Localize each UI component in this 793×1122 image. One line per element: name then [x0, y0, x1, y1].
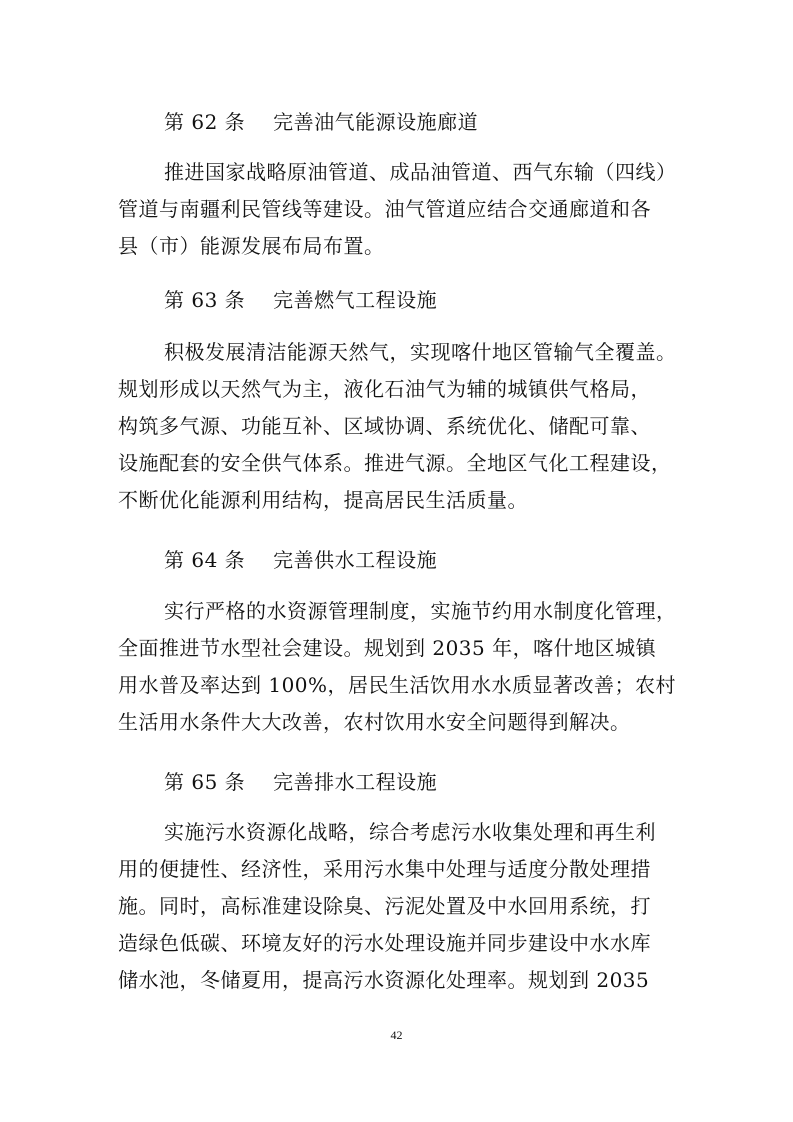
paragraph-line: 不断优化能源利用结构，提高居民生活质量。 [118, 488, 528, 512]
article-65-title: 完善排水工程设施 [273, 770, 438, 794]
article-62-heading [164, 110, 478, 134]
paragraph-line: 储水池，冬储夏用，提高污水资源化处理率。规划到 2035 [118, 968, 650, 992]
paragraph-line: 用的便捷性、经济性，采用污水集中处理与适度分散处理措 [118, 857, 651, 881]
article-63-body [118, 334, 678, 519]
page-number: 42 [390, 1028, 403, 1042]
article-62-number: 第 62 条 [164, 110, 246, 134]
article-65-body [118, 814, 678, 999]
article-63-title: 完善燃气工程设施 [273, 288, 438, 312]
paragraph-line: 设施配套的安全供气体系。推进气源。全地区气化工程建设， [118, 451, 672, 475]
paragraph-line: 积极发展清洁能源天然气，实现喀什地区管输气全覆盖。 [164, 340, 677, 364]
article-62-title: 完善油气能源设施廊道 [273, 110, 479, 134]
article-64-heading [164, 548, 437, 572]
paragraph-line: 用水普及率达到 100%，居民生活饮用水水质显著改善；农村 [118, 673, 677, 697]
paragraph-line: 全面推进节水型社会建设。规划到 2035 年，喀什地区城镇 [118, 636, 657, 660]
paragraph-line: 造绿色低碳、环境友好的污水处理设施并同步建设中水水库 [118, 931, 651, 955]
article-63-heading [164, 288, 437, 312]
paragraph-line: 县（市）能源发展布局布置。 [118, 234, 385, 258]
article-65-number: 第 65 条 [164, 770, 246, 794]
paragraph-line: 实施污水资源化战略，综合考虑污水收集处理和再生利 [164, 820, 656, 844]
paragraph-line: 推进国家战略原油管道、成品油管道、西气东输（四线） [164, 160, 677, 184]
paragraph-line: 构筑多气源、功能互补、区域协调、系统优化、储配可靠、 [118, 414, 651, 438]
article-64-number: 第 64 条 [164, 548, 246, 572]
paragraph-line: 管道与南疆利民管线等建设。油气管道应结合交通廊道和各 [118, 197, 651, 221]
paragraph-line: 生活用水条件大大改善，农村饮用水安全问题得到解决。 [118, 710, 631, 734]
article-64-title: 完善供水工程设施 [273, 548, 438, 572]
article-63-number: 第 63 条 [164, 288, 246, 312]
article-65-heading [164, 770, 437, 794]
paragraph-line: 施。同时，高标准建设除臭、污泥处置及中水回用系统，打 [118, 894, 651, 918]
paragraph-line: 规划形成以天然气为主，液化石油气为辅的城镇供气格局， [118, 377, 651, 401]
paragraph-line: 实行严格的水资源管理制度，实施节约用水制度化管理， [164, 599, 677, 623]
article-62-body [118, 154, 678, 265]
article-64-body [118, 593, 678, 741]
